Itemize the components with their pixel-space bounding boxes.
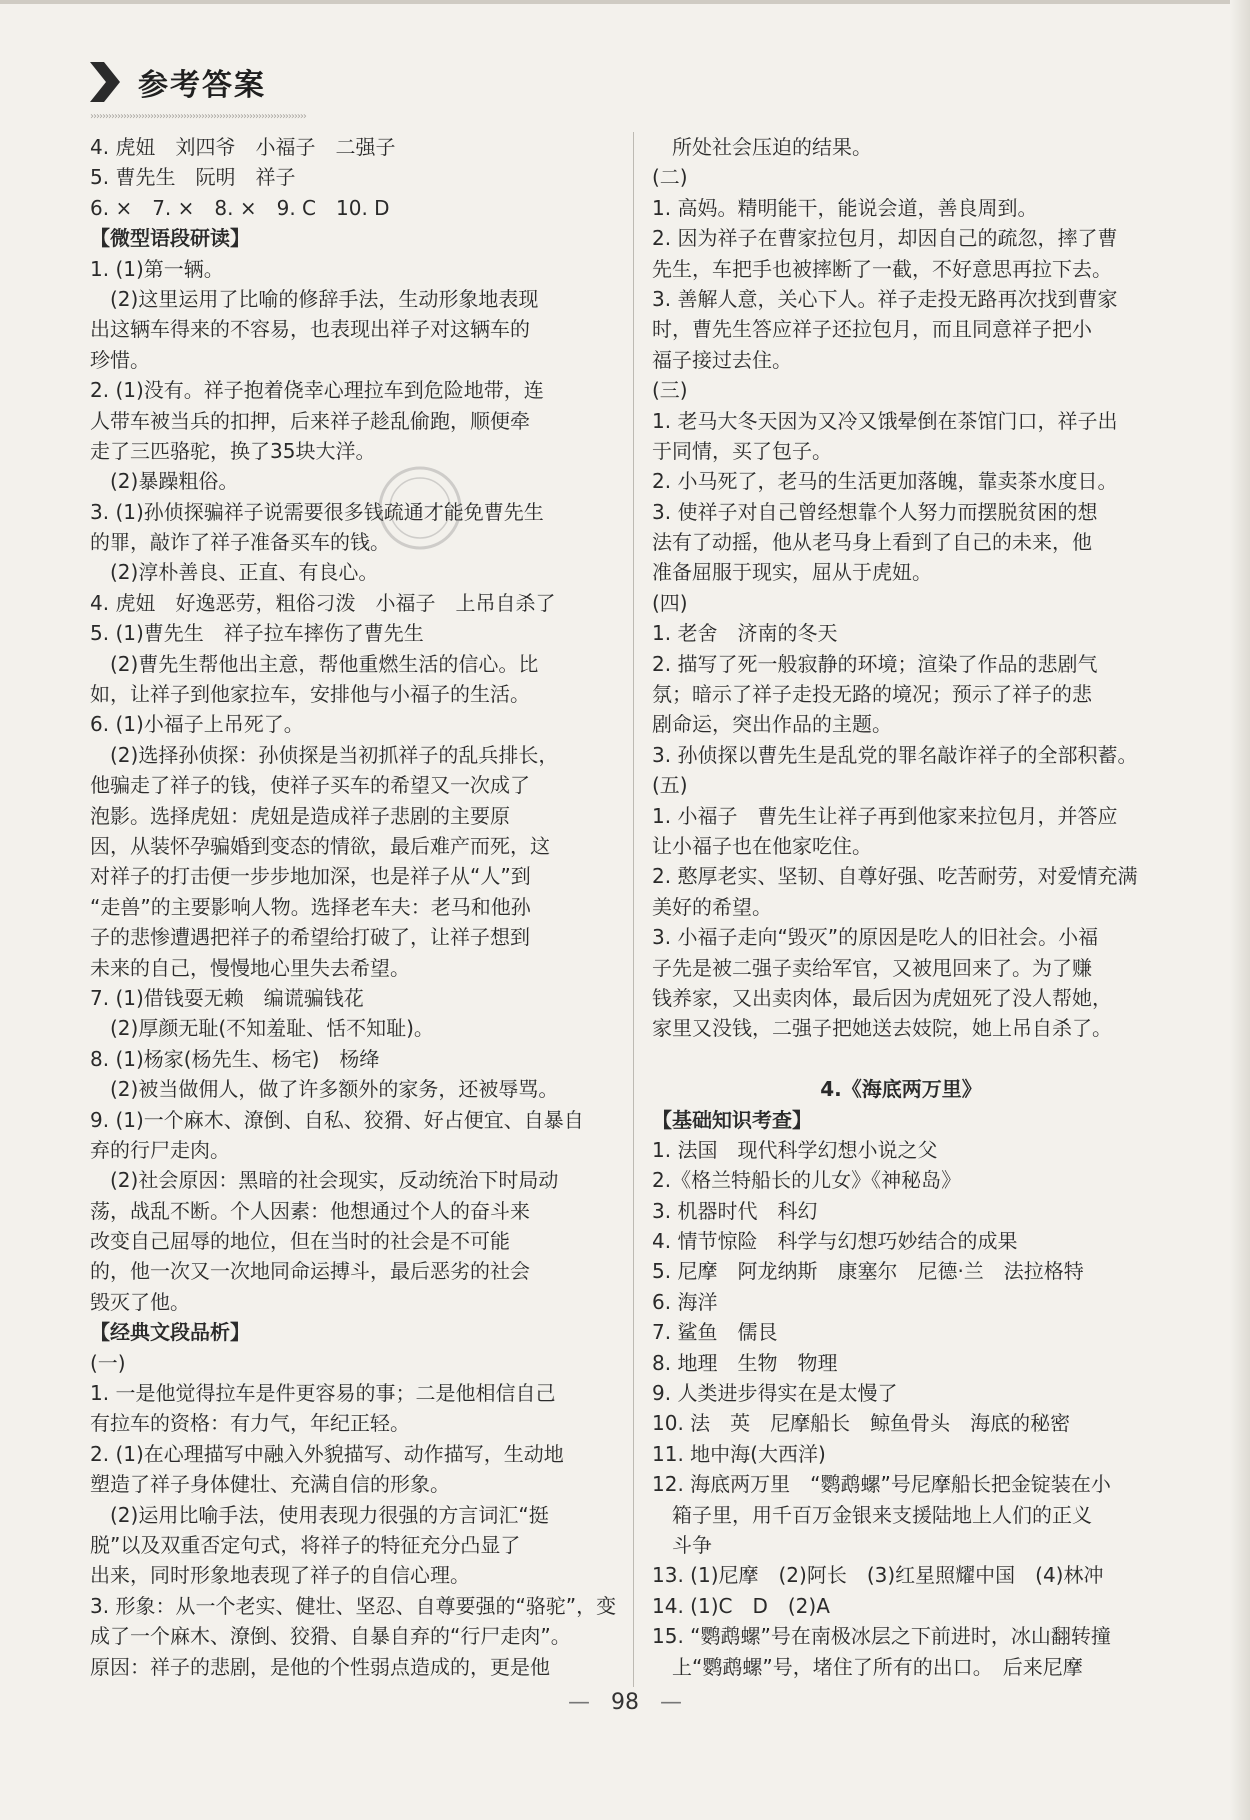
text-line: 子先是被二强子卖给军官，又被甩回来了。为了赚 <box>652 955 1092 980</box>
text-line: 先生，车把手也被摔断了一截，不好意思再拉下去。 <box>652 256 1112 281</box>
text-line: 14. (1)C D (2)A <box>652 1593 830 1618</box>
text-line: 成了一个麻木、潦倒、狡猾、自暴自弃的“行尸走肉”。 <box>90 1624 571 1649</box>
text-line: 4. 虎妞 刘四爷 小福子 二强子 <box>90 135 396 159</box>
text-line <box>652 1044 1180 1074</box>
text-line: 10. 法 英 尼摩船长 鲸鱼骨头 海底的秘密 <box>652 1411 1071 1436</box>
text-line: 7. (1)借钱耍无赖 编谎骗钱花 <box>90 985 364 1010</box>
text-line: 未来的自己，慢慢地心里失去希望。 <box>90 955 410 980</box>
text-line: 11. 地中海(大西洋) <box>652 1441 826 1466</box>
text-line: 3. 孙侦探以曹先生是乱党的罪名敲诈祥子的全部积蓄。 <box>652 742 1138 767</box>
text-line: 7. 鲨鱼 儒艮 <box>652 1320 778 1345</box>
page-title: 参考答案 <box>138 68 266 103</box>
text-line: 5. 曹先生 阮明 祥子 <box>90 165 296 190</box>
text-line: 4. 虎妞 好逸恶劳，粗俗刁泼 小福子 上吊自杀了 <box>90 590 556 615</box>
text-line: 2. (1)没有。祥子抱着侥幸心理拉车到危险地带，连 <box>90 378 544 403</box>
text-line: 所处社会压迫的结果。 <box>652 135 872 159</box>
text-line: 4.《海底两万里》 <box>820 1077 982 1102</box>
text-line: 改变自己屈辱的地位，但在当时的社会是不可能 <box>90 1229 510 1254</box>
text-line: 3. 善解人意，关心下人。祥子走投无路再次找到曹家 <box>652 286 1118 311</box>
text-line: (2)社会原因：黑暗的社会现实，反动统治下时局动 <box>90 1168 559 1193</box>
text-line: 准备屈服于现实，屈从于虎妞。 <box>652 560 932 585</box>
text-line: 毁灭了他。 <box>90 1289 190 1314</box>
text-line: 珍惜。 <box>90 347 150 372</box>
text-line: 2. 描写了死一般寂静的环境；渲染了作品的悲剧气 <box>652 651 1098 676</box>
text-line: 9. 人类进步得实在是太慢了 <box>652 1381 898 1406</box>
text-line: 氛；暗示了祥子走投无路的境况；预示了祥子的悲 <box>652 682 1092 707</box>
right-column <box>652 132 1180 1682</box>
text-line: (一) <box>90 1350 126 1375</box>
text-line: 1. 老马大冬天因为又冷又饿晕倒在茶馆门口，祥子出 <box>652 408 1118 433</box>
page-footer <box>0 1690 1250 1715</box>
text-line: 5. (1)曹先生 祥子拉车摔伤了曹先生 <box>90 621 424 646</box>
section-header <box>88 52 266 112</box>
text-line: 12. 海底两万里 “鹦鹉螺”号尼摩船长把金锭装在小 <box>652 1472 1111 1497</box>
text-line: 钱养家，又出卖肉体，最后因为虎妞死了没人帮她， <box>652 985 1112 1010</box>
text-line: 2. 小马死了，老马的生活更加落魄，靠卖茶水度日。 <box>652 469 1118 494</box>
text-line: 因，从装怀孕骗婚到变态的情欲，最后难产而死，这 <box>90 833 550 858</box>
text-line: 的，他一次又一次地同命运搏斗，最后恶劣的社会 <box>90 1259 530 1284</box>
text-line: 如，让祥子到他家拉车，安排他与小福子的生活。 <box>90 682 530 707</box>
text-line: 3. 小福子走向“毁灭”的原因是吃人的旧社会。小福 <box>652 925 1099 950</box>
text-line: 【微型语段研读】 <box>90 226 250 251</box>
faint-stamp-watermark <box>370 458 470 558</box>
text-line: (2)选择孙侦探：孙侦探是当初抓祥子的乱兵排长， <box>90 742 559 767</box>
text-line: 6. 海洋 <box>652 1289 718 1314</box>
text-line: (三) <box>652 378 688 403</box>
text-line: 弃的行尸走肉。 <box>90 1137 230 1162</box>
text-line: (2)运用比喻手法，使用表现力很强的方言词汇“挺 <box>90 1502 549 1527</box>
text-line: 9. (1)一个麻木、潦倒、自私、狡猾、好占便宜、自暴自 <box>90 1107 584 1132</box>
text-line: 13. (1)尼摩 (2)阿长 (3)红星照耀中国 (4)林冲 <box>652 1563 1104 1588</box>
text-line: 法有了动摇，他从老马身上看到了自己的未来，他 <box>652 530 1092 555</box>
text-line: 15. “鹦鹉螺”号在南极冰层之下前进时，冰山翻转撞 <box>652 1624 1111 1649</box>
text-line: 8. (1)杨家(杨先生、杨宅) 杨绛 <box>90 1046 380 1071</box>
text-line: 1. (1)第一辆。 <box>90 256 224 281</box>
text-line: 脱”以及双重否定句式，将祥子的特征充分凸显了 <box>90 1532 521 1557</box>
text-line: 有拉车的资格：有力气，年纪正轻。 <box>90 1411 410 1436</box>
text-line: (四) <box>652 590 688 615</box>
text-line: 剧命运，突出作品的主题。 <box>652 712 892 737</box>
text-line: (二) <box>652 165 688 190</box>
text-line: 3. 使祥子对自己曾经想靠个人努力而摆脱贫困的想 <box>652 499 1098 524</box>
column-divider <box>633 132 634 1687</box>
text-line: 3. 机器时代 科幻 <box>652 1198 818 1223</box>
text-line: (2)曹先生帮他出主意，帮他重燃生活的信心。比 <box>90 651 539 676</box>
text-line: 美好的希望。 <box>652 894 772 919</box>
text-line: 【基础知识考查】 <box>652 1107 812 1132</box>
text-line: 1. 法国 现代科学幻想小说之父 <box>652 1137 938 1162</box>
text-line: 上“鹦鹉螺”号，堵住了所有的出口。 后来尼摩 <box>652 1654 1083 1679</box>
text-line: 走了三匹骆驼，换了35块大洋。 <box>90 438 376 463</box>
chevron-right-icon <box>88 60 122 104</box>
text-line: 3. 形象：从一个老实、健壮、坚忍、自尊要强的“骆驼”，变 <box>90 1593 617 1618</box>
text-line: 塑造了祥子身体健壮、充满自信的形象。 <box>90 1472 450 1497</box>
text-line: 荡，战乱不断。个人因素：他想通过个人的奋斗来 <box>90 1198 530 1223</box>
left-column <box>90 132 620 1682</box>
text-line: 2.《格兰特船长的儿女》《神秘岛》 <box>652 1168 962 1193</box>
text-line: 2. 憨厚老实、坚韧、自尊好强、吃苦耐劳，对爱情充满 <box>652 864 1138 889</box>
text-line: 2. 因为祥子在曹家拉包月，却因自己的疏忽，摔了曹 <box>652 226 1118 251</box>
text-line: 原因：祥子的悲剧，是他的个性弱点造成的，更是他 <box>90 1654 550 1679</box>
footer-dash-left: — <box>568 1690 590 1715</box>
text-line: 家里又没钱，二强子把她送去妓院，她上吊自杀了。 <box>652 1016 1112 1041</box>
text-line: 1. 老舍 济南的冬天 <box>652 621 838 646</box>
page-edge-shadow <box>1230 0 1250 1820</box>
text-line: 5. 尼摩 阿龙纳斯 康塞尔 尼德·兰 法拉格特 <box>652 1259 1084 1284</box>
text-line: 箱子里，用千百万金银来支援陆地上人们的正义 <box>652 1502 1092 1527</box>
decorative-chevron-rule: ›››››››››››››››››››››››››››››››››››››››››››››››››››››››››››››››››››››››› <box>90 112 306 122</box>
text-line: “走兽”的主要影响人物。选择老车夫：老马和他孙 <box>90 894 531 919</box>
text-line: 8. 地理 生物 物理 <box>652 1350 838 1375</box>
text-line: 福子接过去住。 <box>652 347 792 372</box>
text-line: 人带车被当兵的扣押，后来祥子趁乱偷跑，顺便牵 <box>90 408 530 433</box>
text-line: 他骗走了祥子的钱，使祥子买车的希望又一次成了 <box>90 773 530 798</box>
text-line: (2)这里运用了比喻的修辞手法，生动形象地表现 <box>90 286 539 311</box>
text-line: 让小福子也在他家吃住。 <box>652 833 872 858</box>
text-line: 6. (1)小福子上吊死了。 <box>90 712 304 737</box>
text-line: 1. 一是他觉得拉车是件更容易的事；二是他相信自己 <box>90 1381 556 1406</box>
text-line: 4. 情节惊险 科学与幻想巧妙结合的成果 <box>652 1229 1018 1254</box>
text-line: 1. 小福子 曹先生让祥子再到他家来拉包月，并答应 <box>652 803 1118 828</box>
text-line: 子的悲惨遭遇把祥子的希望给打破了，让祥子想到 <box>90 925 530 950</box>
top-rule <box>0 0 1250 4</box>
text-line: 斗争 <box>652 1532 712 1557</box>
text-line: (2)淳朴善良、正直、有良心。 <box>90 560 379 585</box>
text-line: 【经典文段品析】 <box>90 1320 250 1345</box>
text-line: 泡影。选择虎妞：虎妞是造成祥子悲剧的主要原 <box>90 803 510 828</box>
text-line: (2)暴躁粗俗。 <box>90 469 239 494</box>
text-line: (2)被当做佣人，做了许多额外的家务，还被辱骂。 <box>90 1077 559 1102</box>
text-line: (五) <box>652 773 688 798</box>
text-line: 2. (1)在心理描写中融入外貌描写、动作描写，生动地 <box>90 1441 564 1466</box>
text-line: 1. 高妈。精明能干，能说会道，善良周到。 <box>652 195 1038 220</box>
text-line: 时，曹先生答应祥子还拉包月，而且同意祥子把小 <box>652 317 1092 342</box>
text-line: 于同情，买了包子。 <box>652 438 832 463</box>
footer-dash-right: — <box>660 1690 682 1715</box>
text-line: 6. × 7. × 8. × 9. C 10. D <box>90 195 390 220</box>
text-line: (2)厚颜无耻(不知羞耻、恬不知耻)。 <box>90 1016 434 1041</box>
page-number: 98 <box>611 1690 639 1715</box>
text-line: 3. (1)孙侦探骗祥子说需要很多钱疏通才能免曹先生 <box>90 499 544 524</box>
text-line: 出来，同时形象地表现了祥子的自信心理。 <box>90 1563 470 1588</box>
text-line: 的罪，敲诈了祥子准备买车的钱。 <box>90 530 390 555</box>
text-line: 对祥子的打击便一步步地加深，也是祥子从“人”到 <box>90 864 531 889</box>
text-line: 出这辆车得来的不容易，也表现出祥子对这辆车的 <box>90 317 530 342</box>
